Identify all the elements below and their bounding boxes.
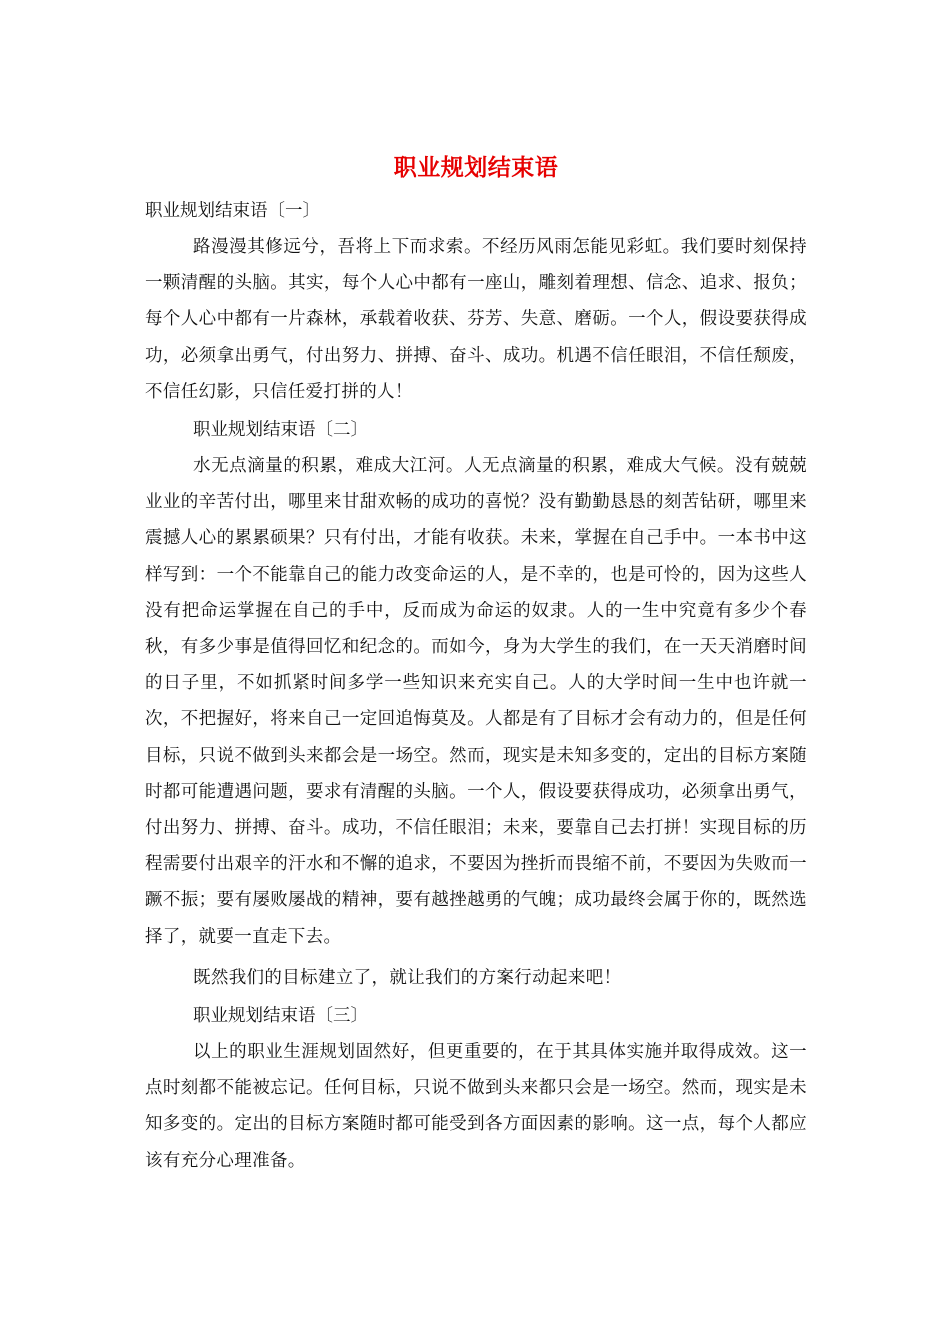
body-paragraph: 路漫漫其修远兮，吾将上下而求索。不经历风雨怎能见彩虹。我们要时刻保持一颗清醒的头脑。其实，每个人心中都有一座山，雕刻着理想、信念、追求、报负；每个人心中都有一片森林，承载着收获、芬芳、失意、磨砺。一个人，假设要获得成功，必须拿出勇气，付出努力、拼搏、奋斗、成功。机遇不信任眼泪，不信任颓废，不信任幻影，只信任爱打拼的人！: [145, 237, 807, 402]
section-one: [145, 196, 807, 410]
section-heading: 职业规划结束语〔二〕: [193, 420, 368, 441]
document-title: 职业规划结束语: [393, 154, 559, 181]
document-page: [145, 150, 807, 1184]
body-paragraph: 水无点滴量的积累，难成大江河。人无点滴量的积累，难成大气候。没有兢兢业业的辛苦付出，哪里来甘甜欢畅的成功的喜悦？没有勤勤恳恳的刻苦钻研，哪里来震撼人心的累累硕果？只有付出，才能有收获。未来，掌握在自己手中。一本书中这样写到：一个不能靠自己的能力改变命运的人，是不幸的，也是可怜的，因为这些人没有把命运掌握在自己的手中，反而成为命运的奴隶。人的一生中究竟有多少个春秋，有多少事是值得回忆和纪念的。而如今，身为大学生的我们，在一天天消磨时间的日子里，不如抓紧时间多学一些知识来充实自己。人的大学时间一生中也许就一次，不把握好，将来自己一定回追悔莫及。人都是有了目标才会有动力的，但是任何目标，只说不做到头来都会是一场空。然而，现实是未知多变的，定出的目标方案随时都可能遭遇问题，要求有清醒的头脑。一个人，假设要获得成功，必须拿出勇气，付出努力、拼搏、奋斗。成功，不信任眼泪；未来，要靠自己去打拼！实现目标的历程需要付出艰辛的汗水和不懈的追求，不要因为挫折而畏缩不前，不要因为失败而一蹶不振；要有屡败屡战的精神，要有越挫越勇的气魄；成功最终会属于你的，既然选择了，就要一直走下去。: [145, 456, 807, 947]
body-paragraph: 既然我们的目标建立了，就让我们的方案行动起来吧！: [193, 967, 622, 988]
section-heading: 职业规划结束语〔三〕: [193, 1006, 368, 1027]
body-paragraph: 以上的职业生涯规划固然好，但更重要的，在于其具体实施并取得成效。这一点时刻都不能被忘记。任何目标，只说不做到头来都只会是一场空。然而，现实是未知多变的。定出的目标方案随时都可能受到各方面因素的影响。这一点，每个人都应该有充分心理准备。: [145, 1042, 807, 1171]
section-three: [145, 1001, 807, 1179]
section-heading: 职业规划结束语〔一〕: [145, 201, 320, 221]
section-two: [145, 415, 807, 996]
